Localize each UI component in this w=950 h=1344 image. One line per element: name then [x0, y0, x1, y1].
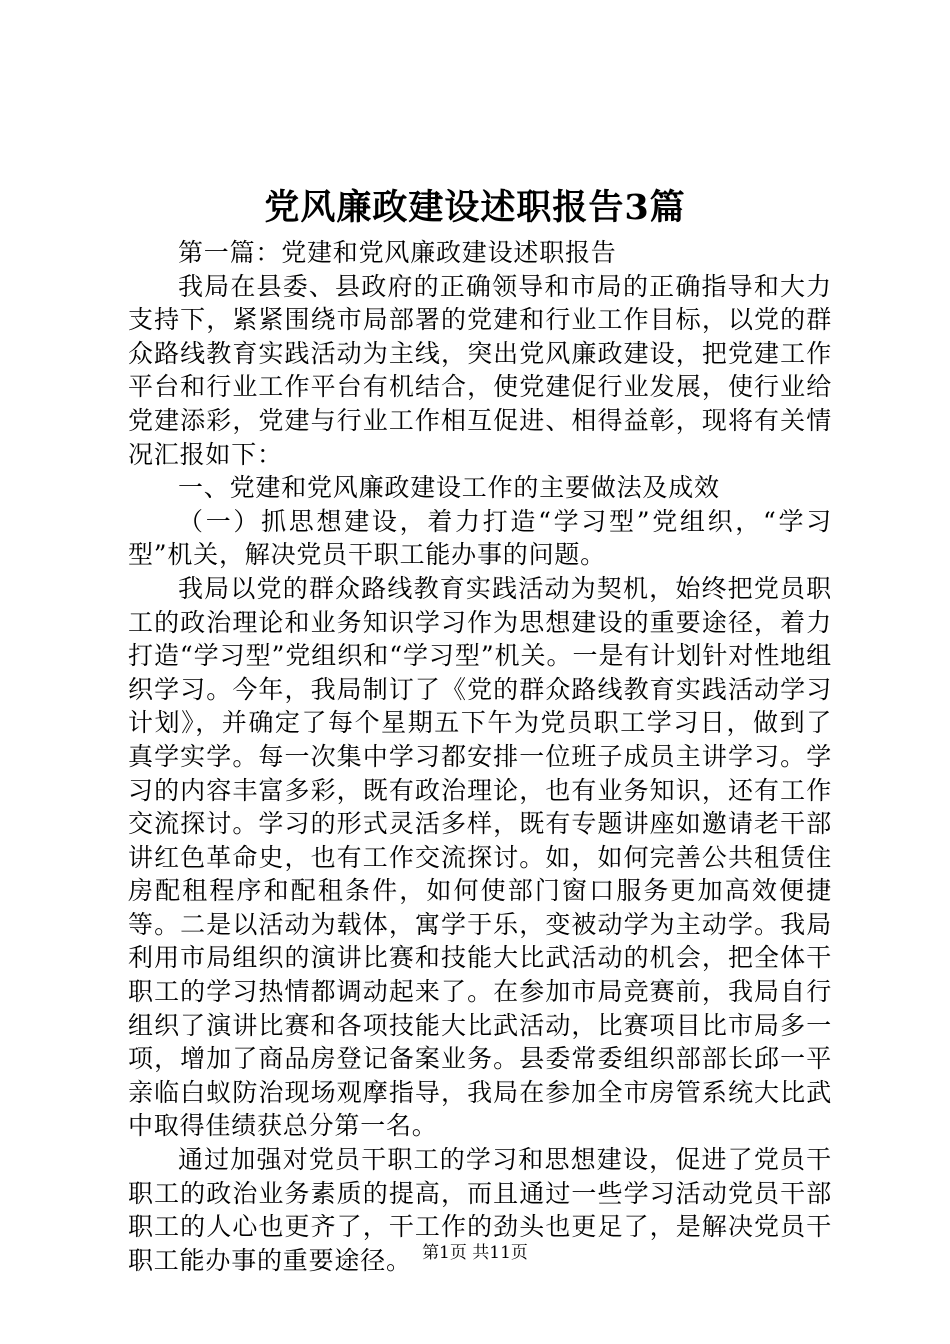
document-body — [128, 236, 832, 1277]
document-title: 党风廉政建设述职报告3篇 — [264, 187, 686, 228]
intro-paragraph: 我局在县委、县政府的正确领导和市局的正确指导和大力支持下，紧紧围绕市局部署的党建和行业工作目标，以党的群众路线教育实践活动为主线，突出党风廉政建设，把党建工作平台和行业工作平台有机结合，使党建促行业发展，使行业给党建添彩，党建与行业工作相互促进、相得益彰，现将有关情况汇报如下： — [128, 271, 832, 469]
subsection-heading: （一）抓思想建设，着力打造“学习型”党组织，“学习型”机关，解决党员干职工能办事的问题。 — [128, 506, 832, 570]
page-number: 第1页 共11页 — [422, 1243, 528, 1263]
body-paragraph: 通过加强对党员干职工的学习和思想建设，促进了党员干职工的政治业务素质的提高，而且通过一些学习活动党员干部职工的人心也更齐了，干工作的劲头也更足了，是解决党员干职工能办事的重要途径。 — [128, 1145, 832, 1275]
section-heading: 第一篇：党建和党风廉政建设述职报告 — [178, 238, 617, 267]
part-heading: 一、党建和党风廉政建设工作的主要做法及成效 — [178, 473, 720, 503]
body-paragraph: 我局以党的群众路线教育实践活动为契机，始终把党员职工的政治理论和业务知识学习作为思想建设的重要途径，着力打造“学习型”党组织和“学习型”机关。一是有计划针对性地组织学习。今年，我局制订了《党的群众路线教育实践活动学习计划》，并确定了每个星期五下午为党员职工学习日，做到了真学实学。每一次集中学习都安排一位班子成员主讲学习。学习的内容丰富多彩，既有政治理论，也有业务知识，还有工作交流探讨。学习的形式灵活多样，既有专题讲座如邀请老干部讲红色革命史，也有工作交流探讨。如，如何完善公共租赁住房配租程序和配租条件，如何使部门窗口服务更加高效便捷等。二是以活动为载体，寓学于乐，变被动学为主动学。我局利用市局组织的演讲比赛和技能大比武活动的机会，把全体干职工的学习热情都调动起来了。在参加市局竞赛前，我局自行组织了演讲比赛和各项技能大比武活动，比赛项目比市局多一项，增加了商品房登记备案业务。县委常委组织部部长邱一平亲临白蚁防治现场观摩指导，我局在参加全市房管系统大比武中取得佳绩获总分第一名。 — [128, 573, 832, 1141]
